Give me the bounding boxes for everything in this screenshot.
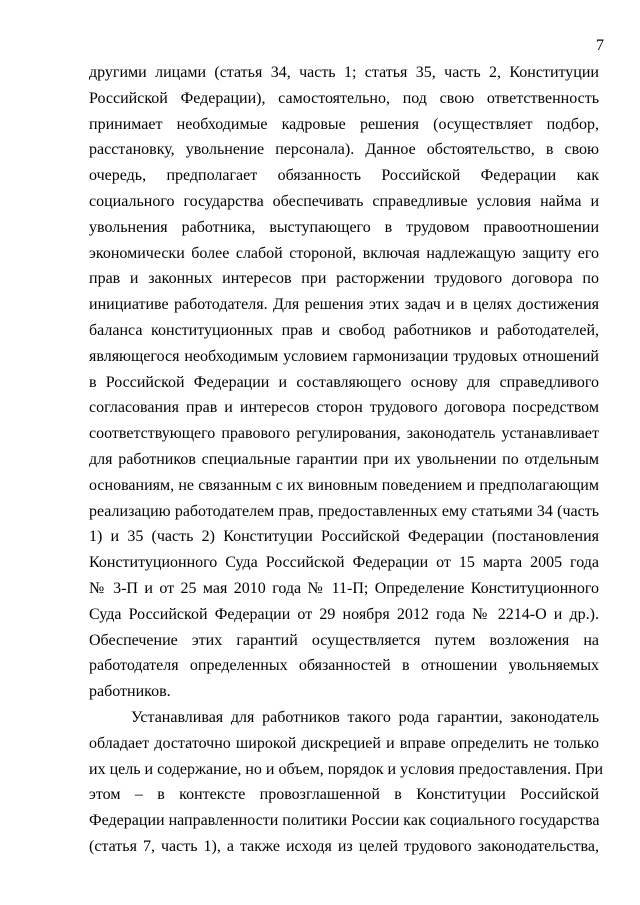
text-line: для работников специальные гарантии при их увольнении по отдельным xyxy=(89,450,599,468)
text-line: Российской Федерации), самостоятельно, под свою ответственность xyxy=(89,89,599,107)
text-line: согласования прав и интересов сторон трудового договора посредством xyxy=(89,399,599,417)
text-line: расстановку, увольнение персонала). Данное обстоятельство, в свою xyxy=(89,141,599,159)
text-line: являющегося необходимым условием гармонизации трудовых отношений xyxy=(89,347,599,365)
paragraph xyxy=(89,60,599,705)
text-line: № 3-П и от 25 мая 2010 года № 11-П; Определение Конституционного xyxy=(89,579,599,597)
text-line: основаниям, не связанным с их виновным поведением и предполагающим xyxy=(89,476,599,494)
text-line: баланса конституционных прав и свобод работников и работодателей, xyxy=(89,321,599,339)
text-line: Суда Российской Федерации от 29 ноября 2012 года № 2214-О и др.). xyxy=(89,605,599,623)
text-line: реализацию работодателем прав, предоставленных ему статьями 34 (часть xyxy=(89,502,599,520)
text-line: очередь, предполагает обязанность Российской Федерации как xyxy=(89,167,599,185)
text-line: Обеспечение этих гарантий осуществляется путем возложения на xyxy=(89,631,599,649)
text-line: (статья 7, часть 1), а также исходя из целей трудового законодательства, xyxy=(89,837,599,855)
text-line: соответствующего правового регулирования, законодатель устанавливает xyxy=(89,425,599,443)
text-line: работодателя определенных обязанностей в отношении увольняемых xyxy=(89,657,599,675)
text-line: этом – в контексте провозглашенной в Конституции Российской xyxy=(89,786,599,804)
text-line: их цель и содержание, но и объем, порядок и условия предоставления. При xyxy=(89,760,604,778)
text-line: работников. xyxy=(89,683,171,701)
text-line: прав и законных интересов при расторжении трудового договора по xyxy=(89,270,599,288)
text-line: другими лицами (статья 34, часть 1; статья 35, часть 2, Конституции xyxy=(89,64,599,81)
document-body xyxy=(89,60,604,860)
text-line: в Российской Федерации и составляющего основу для справедливого xyxy=(89,373,599,391)
text-line: экономически более слабой стороной, включая надлежащую защиту его xyxy=(89,244,599,262)
text-line: принимает необходимые кадровые решения (осуществляет подбор, xyxy=(89,115,599,133)
page-number: 7 xyxy=(596,37,604,54)
text-line: Конституционного Суда Российской Федерации от 15 марта 2005 года xyxy=(89,554,599,572)
text-line: Федерации направленности политики России как социального государства xyxy=(89,812,600,830)
text-line: увольнения работника, выступающего в трудовом правоотношении xyxy=(89,218,599,236)
text-line: социального государства обеспечивать справедливые условия найма и xyxy=(89,192,599,210)
text-line: инициативе работодателя. Для решения этих задач и в целях достижения xyxy=(89,296,599,314)
paragraph xyxy=(89,705,604,860)
text-line: обладает достаточно широкой дискрецией и вправе определить не только xyxy=(89,734,599,752)
text-line: Устанавливая для работников такого рода гарантии, законодатель xyxy=(131,708,599,726)
text-line: 1) и 35 (часть 2) Конституции Российской Федерации (постановления xyxy=(89,528,599,546)
